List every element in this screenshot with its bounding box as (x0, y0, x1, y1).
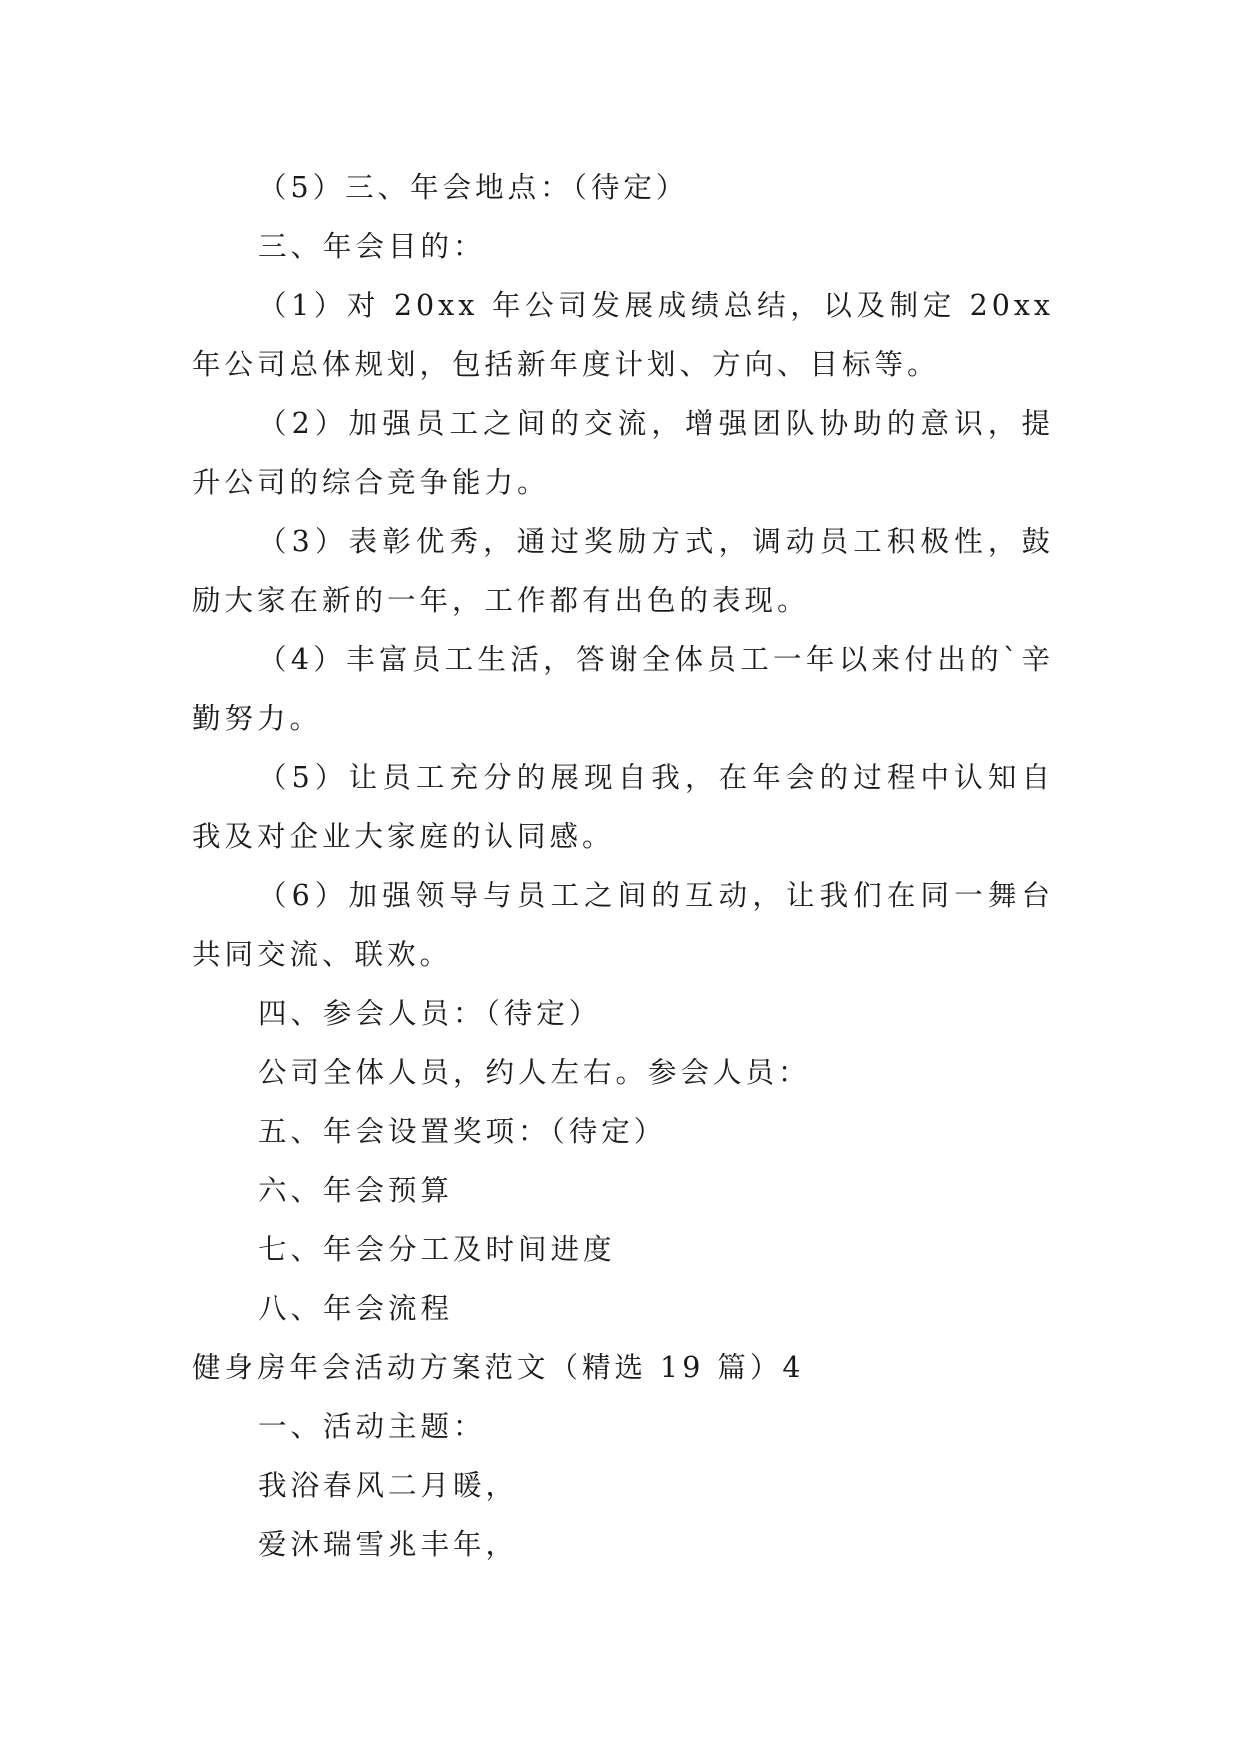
paragraph-theme-heading: 一、活动主题： (258, 1410, 486, 1443)
document-body (192, 158, 1054, 1574)
paragraph-venue: （5）三、年会地点：（待定） (258, 171, 689, 204)
paragraph-attendees-heading: 四、参会人员：（待定） (258, 997, 602, 1030)
paragraph-budget-heading: 六、年会预算 (258, 1174, 454, 1207)
paragraph-schedule-heading: 七、年会分工及时间进度 (258, 1233, 616, 1266)
section-title: 健身房年会活动方案范文（精选 19 篇）4 (192, 1351, 805, 1384)
paragraph-awards-heading: 五、年会设置奖项：（待定） (258, 1115, 667, 1148)
paragraph-attendees: 公司全体人员，约人左右。参会人员： (258, 1056, 811, 1089)
paragraph-theme-line-2: 爱沐瑞雪兆丰年， (258, 1528, 519, 1561)
paragraph-purpose-3: （3）表彰优秀，通过奖励方式，调动员工积极性，鼓励大家在新的一年，工作都有出色的表现。 (192, 525, 1054, 617)
paragraph-purpose-1: （1）对 20xx 年公司发展成绩总结，以及制定 20xx 年公司总体规划，包括新年度计划、方向、目标等。 (192, 289, 1054, 381)
paragraph-purpose-heading: 三、年会目的： (258, 230, 486, 263)
paragraph-purpose-2: （2）加强员工之间的交流，增强团队协助的意识，提升公司的综合竞争能力。 (192, 407, 1054, 499)
paragraph-process-heading: 八、年会流程 (258, 1292, 454, 1325)
paragraph-theme-line-1: 我浴春风二月暖， (258, 1469, 519, 1502)
paragraph-purpose-4: （4）丰富员工生活，答谢全体员工一年以来付出的`辛勤努力。 (192, 643, 1054, 735)
paragraph-purpose-5: （5）让员工充分的展现自我，在年会的过程中认知自我及对企业大家庭的认同感。 (192, 761, 1054, 853)
paragraph-purpose-6: （6）加强领导与员工之间的互动，让我们在同一舞台共同交流、联欢。 (192, 879, 1054, 971)
